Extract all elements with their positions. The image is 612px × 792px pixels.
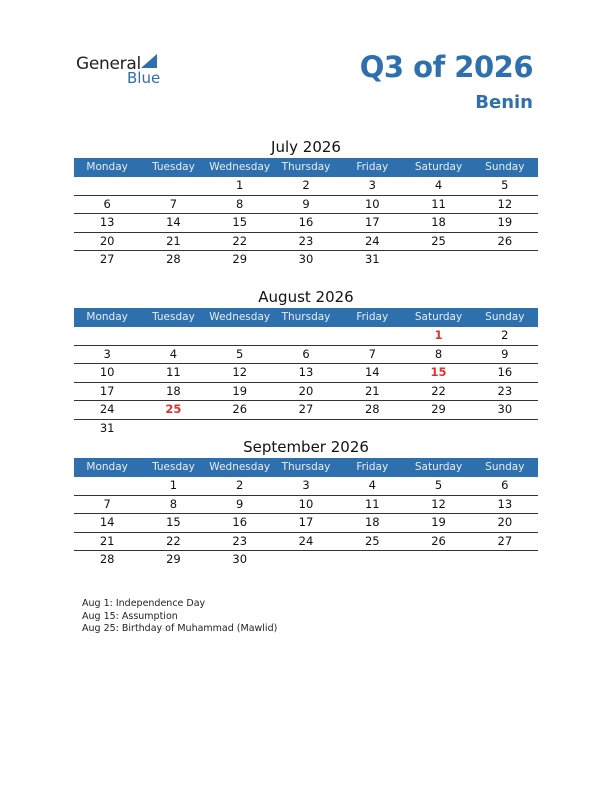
weekday-header: Monday: [86, 311, 128, 323]
day-cell: 1: [236, 178, 244, 192]
logo-text-general: General: [76, 54, 141, 74]
day-cell: 3: [368, 178, 376, 192]
holiday-day-cell: 25: [165, 402, 182, 416]
day-cell: 28: [166, 252, 181, 266]
week-row: [74, 327, 538, 346]
day-cell: 17: [298, 515, 314, 529]
day-cell: 5: [236, 346, 244, 361]
day-cell: 11: [364, 496, 380, 511]
day-cell: 26: [431, 533, 446, 548]
day-cell: [74, 177, 140, 195]
holiday-note: Aug 15: Assumption: [82, 610, 178, 622]
day-cell: 4: [434, 178, 443, 192]
day-cell: 18: [166, 383, 181, 398]
day-cell: [140, 177, 206, 195]
weekday-header-row: [74, 308, 538, 327]
day-cell: 20: [298, 383, 314, 398]
week-row: [74, 196, 538, 215]
day-cell: 27: [497, 533, 513, 548]
month-august: [74, 286, 538, 437]
weekday-header: Thursday: [281, 311, 331, 323]
day-cell: 14: [166, 215, 181, 229]
weekday-header: Wednesday: [209, 161, 271, 173]
weekday-header: Saturday: [414, 311, 463, 323]
day-cell: 8: [236, 196, 244, 211]
day-cell: 2: [302, 178, 310, 192]
day-cell: [74, 327, 140, 345]
day-cell: 31: [364, 252, 380, 266]
day-cell: 22: [166, 533, 181, 548]
day-cell: 31: [99, 420, 115, 435]
day-cell: 8: [434, 346, 443, 361]
day-cell: 9: [501, 346, 509, 361]
week-row: [74, 214, 538, 233]
brand-logo: [76, 52, 176, 88]
day-cell: [339, 551, 405, 569]
weekday-header: Saturday: [414, 161, 463, 173]
week-row: [74, 551, 538, 569]
day-cell: [405, 420, 471, 438]
day-cell: 16: [298, 215, 314, 229]
day-cell: [405, 251, 471, 269]
day-cell: 28: [364, 402, 380, 416]
week-row: [74, 401, 538, 420]
day-cell: 5: [434, 478, 443, 492]
week-row: [74, 533, 538, 552]
day-cell: 22: [232, 233, 248, 248]
week-row: [74, 251, 538, 269]
day-cell: 21: [99, 533, 115, 548]
country-name: Benin: [475, 92, 533, 113]
day-cell: 29: [166, 552, 181, 566]
day-cell: 12: [232, 365, 248, 379]
day-cell: 16: [497, 365, 513, 379]
day-cell: 20: [497, 515, 513, 529]
day-cell: 6: [103, 196, 111, 211]
day-cell: 7: [368, 346, 376, 361]
day-cell: 2: [501, 328, 509, 342]
weekday-header: Friday: [356, 461, 389, 473]
day-cell: [472, 551, 538, 569]
day-cell: [273, 551, 339, 569]
day-cell: 11: [431, 196, 446, 211]
day-cell: 26: [232, 402, 248, 416]
day-cell: 25: [431, 233, 446, 248]
day-cell: 23: [298, 233, 314, 248]
day-cell: [405, 551, 471, 569]
day-cell: 21: [166, 233, 181, 248]
day-cell: 5: [501, 178, 509, 192]
weekday-header: Tuesday: [152, 461, 195, 473]
month-title: September 2026: [243, 438, 369, 456]
month-title: July 2026: [271, 138, 341, 156]
weekday-header: Sunday: [485, 311, 525, 323]
day-cell: 14: [99, 515, 115, 529]
weekday-header-row: [74, 158, 538, 177]
week-row: [74, 177, 538, 196]
day-cell: 10: [99, 365, 115, 379]
weekday-header: Sunday: [485, 161, 525, 173]
day-cell: 28: [99, 552, 115, 566]
day-cell: 24: [99, 402, 115, 416]
day-cell: 2: [236, 478, 244, 492]
day-cell: 17: [99, 383, 115, 398]
day-cell: 16: [232, 515, 248, 529]
day-cell: 9: [236, 496, 244, 511]
weekday-header: Friday: [356, 161, 389, 173]
day-cell: 18: [364, 515, 380, 529]
day-cell: 13: [298, 365, 314, 379]
month-july: [74, 136, 538, 269]
day-cell: 7: [103, 496, 111, 511]
day-cell: 23: [497, 383, 513, 398]
weekday-header: Wednesday: [209, 461, 271, 473]
day-cell: [273, 420, 339, 438]
day-cell: [207, 420, 273, 438]
weekday-header: Friday: [356, 311, 389, 323]
day-cell: [472, 420, 538, 438]
day-cell: 30: [232, 552, 248, 566]
day-cell: 30: [497, 402, 513, 416]
week-row: [74, 514, 538, 533]
day-cell: [472, 251, 538, 269]
day-cell: 19: [431, 515, 446, 529]
day-cell: 6: [302, 346, 310, 361]
holiday-day-cell: 1: [434, 328, 443, 342]
week-row: [74, 383, 538, 402]
day-cell: 13: [99, 215, 115, 229]
weekday-header: Tuesday: [152, 161, 195, 173]
holiday-notes: [82, 598, 277, 636]
day-cell: 15: [166, 515, 181, 529]
weekday-header: Monday: [86, 161, 128, 173]
week-row: [74, 233, 538, 252]
day-cell: 7: [169, 196, 178, 211]
logo-triangle-icon: [141, 54, 157, 68]
day-cell: 18: [431, 215, 446, 229]
week-row: [74, 364, 538, 383]
day-cell: [140, 327, 206, 345]
day-cell: [273, 327, 339, 345]
day-cell: 24: [298, 533, 314, 548]
day-cell: 25: [364, 533, 380, 548]
weekday-header: Thursday: [281, 161, 331, 173]
day-cell: 23: [232, 533, 248, 548]
day-cell: 20: [99, 233, 115, 248]
day-cell: 26: [497, 233, 513, 248]
day-cell: [339, 420, 405, 438]
day-cell: 14: [364, 365, 380, 379]
day-cell: 17: [364, 215, 380, 229]
day-cell: 19: [497, 215, 513, 229]
day-cell: 12: [497, 196, 513, 211]
day-cell: 11: [166, 365, 181, 379]
day-cell: [140, 420, 206, 438]
day-cell: 24: [364, 233, 380, 248]
day-cell: [74, 477, 140, 495]
day-cell: [207, 327, 273, 345]
day-cell: 27: [99, 252, 115, 266]
logo-text-blue: Blue: [127, 69, 161, 87]
week-row: [74, 346, 538, 365]
day-cell: 22: [431, 383, 446, 398]
day-cell: 30: [298, 252, 314, 266]
month-september: [74, 436, 538, 569]
day-cell: 21: [364, 383, 380, 398]
day-cell: 4: [169, 346, 178, 361]
day-cell: 1: [169, 478, 178, 492]
day-cell: 3: [103, 346, 111, 361]
day-cell: [339, 327, 405, 345]
day-cell: 29: [431, 402, 446, 416]
holiday-day-cell: 15: [430, 365, 447, 379]
day-cell: 10: [298, 496, 314, 511]
day-cell: 15: [232, 215, 248, 229]
page-title: Q3 of 2026: [359, 50, 533, 84]
weekday-header: Saturday: [414, 461, 463, 473]
holiday-note: Aug 1: Independence Day: [82, 598, 206, 609]
weekday-header: Monday: [86, 461, 128, 473]
holiday-note: Aug 25: Birthday of Muhammad (Mawlid): [82, 623, 278, 634]
day-cell: 19: [232, 383, 248, 398]
day-cell: 3: [302, 478, 310, 492]
day-cell: 29: [232, 252, 248, 266]
day-cell: 13: [497, 496, 513, 511]
weekday-header: Thursday: [281, 461, 331, 473]
weekday-header: Tuesday: [152, 311, 195, 323]
day-cell: 10: [364, 196, 380, 211]
week-row: [74, 496, 538, 515]
week-row: [74, 420, 538, 438]
day-cell: 4: [368, 478, 376, 492]
day-cell: 12: [431, 496, 446, 511]
week-row: [74, 477, 538, 496]
day-cell: 9: [302, 196, 310, 211]
weekday-header-row: [74, 458, 538, 477]
weekday-header: Sunday: [485, 461, 525, 473]
weekday-header: Wednesday: [209, 311, 271, 323]
month-title: August 2026: [258, 288, 354, 306]
day-cell: 27: [298, 402, 314, 416]
day-cell: 6: [501, 478, 509, 492]
day-cell: 8: [169, 496, 178, 511]
